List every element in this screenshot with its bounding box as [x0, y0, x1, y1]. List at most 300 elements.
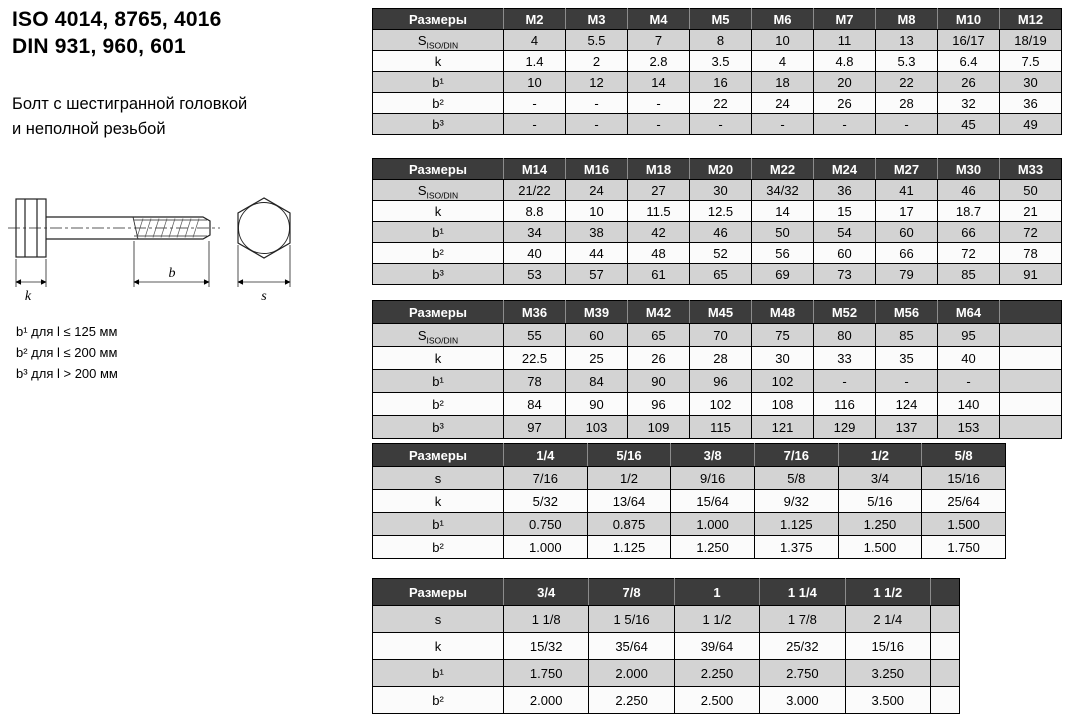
description-line-1: Болт с шестигранной головкой: [12, 95, 248, 113]
value-cell: 84: [504, 393, 566, 416]
value-cell: 1.125: [754, 513, 838, 536]
value-cell: -: [938, 370, 1000, 393]
s-dimension-label: s: [261, 289, 267, 304]
table-row: [373, 347, 1062, 370]
row-label-text: k: [434, 203, 442, 219]
value-cell: 50: [752, 222, 814, 243]
table-row: [373, 30, 1062, 51]
value-cell: 9/32: [754, 490, 838, 513]
value-cell: 3.250: [845, 660, 930, 687]
value-cell: 13/64: [587, 490, 671, 513]
value-cell: 24: [566, 180, 628, 201]
table-row: [373, 180, 1062, 201]
value-cell: 5/8: [754, 467, 838, 490]
row-label: [373, 347, 504, 370]
row-label: [373, 660, 504, 687]
value-cell: 0.875: [587, 513, 671, 536]
value-cell: 102: [752, 370, 814, 393]
column-header: M45: [690, 301, 752, 324]
value-cell: 15: [814, 201, 876, 222]
value-cell: 96: [690, 370, 752, 393]
value-cell: 36: [814, 180, 876, 201]
value-cell: 2.000: [589, 660, 674, 687]
column-header: M12: [1000, 9, 1062, 30]
column-header: M7: [814, 9, 876, 30]
value-cell: 42: [628, 222, 690, 243]
din-standards-line: DIN 931, 960, 601: [12, 35, 186, 58]
header-row: [373, 444, 1006, 467]
value-cell: 22: [876, 72, 938, 93]
column-header: M33: [1000, 159, 1062, 180]
value-cell: 85: [938, 264, 1000, 285]
value-cell: 5/16: [838, 490, 922, 513]
value-cell: 1 7/8: [760, 606, 845, 633]
value-cell: 26: [628, 347, 690, 370]
value-cell: 9/16: [671, 467, 755, 490]
table-row: [373, 513, 1006, 536]
table-corner-header: Размеры: [373, 579, 504, 606]
value-cell: 15/32: [504, 633, 589, 660]
column-header: M64: [938, 301, 1000, 324]
row-label: [373, 490, 504, 513]
value-cell: 8.8: [504, 201, 566, 222]
value-cell: 21: [1000, 201, 1062, 222]
value-cell: 16: [690, 72, 752, 93]
value-cell: 46: [690, 222, 752, 243]
value-cell: 28: [876, 93, 938, 114]
value-cell: 54: [814, 222, 876, 243]
value-cell: 84: [566, 370, 628, 393]
row-label-subscript: ISO/DIN: [426, 40, 459, 51]
value-cell: 60: [876, 222, 938, 243]
row-label: [373, 633, 504, 660]
row-label-text: k: [434, 53, 442, 69]
row-label-text: b¹: [432, 665, 444, 681]
column-header: 1: [674, 579, 759, 606]
standards-title: [12, 6, 222, 60]
note-b1: b¹ для l ≤ 125 мм: [16, 324, 118, 339]
column-header: 1/2: [838, 444, 922, 467]
table-row: [373, 490, 1006, 513]
value-cell: 25/64: [922, 490, 1006, 513]
value-cell: 26: [814, 93, 876, 114]
table-row: [373, 93, 1062, 114]
row-label: [373, 114, 504, 135]
row-label-text: b²: [432, 245, 444, 261]
row-label: [373, 243, 504, 264]
value-cell: 78: [504, 370, 566, 393]
value-cell: 69: [752, 264, 814, 285]
value-cell: 2.250: [674, 660, 759, 687]
value-cell: 40: [504, 243, 566, 264]
value-cell: 1.500: [922, 513, 1006, 536]
table-metric-m2-m12: [372, 8, 1062, 135]
value-cell: 39/64: [674, 633, 759, 660]
empty-cell: [1000, 347, 1062, 370]
product-description: [12, 92, 247, 142]
row-label-text: b²: [432, 95, 444, 111]
column-header: 3/4: [504, 579, 589, 606]
value-cell: 0.750: [504, 513, 588, 536]
value-cell: 72: [1000, 222, 1062, 243]
row-label-text: b²: [432, 692, 444, 708]
value-cell: -: [752, 114, 814, 135]
column-header: M56: [876, 301, 938, 324]
s-dimension: [238, 245, 290, 287]
empty-cell: [1000, 416, 1062, 439]
value-cell: 32: [938, 93, 1000, 114]
row-label: [373, 393, 504, 416]
value-cell: 14: [628, 72, 690, 93]
value-cell: 25: [566, 347, 628, 370]
row-label: [373, 606, 504, 633]
table-row: [373, 72, 1062, 93]
value-cell: 2.500: [674, 687, 759, 714]
value-cell: 46: [938, 180, 1000, 201]
value-cell: -: [566, 114, 628, 135]
value-cell: 121: [752, 416, 814, 439]
row-label: [373, 180, 504, 201]
row-label: [373, 72, 504, 93]
k-dimension-label: k: [24, 289, 32, 304]
value-cell: 2: [566, 51, 628, 72]
value-cell: 10: [504, 72, 566, 93]
empty-cell: [931, 687, 960, 714]
column-header: M6: [752, 9, 814, 30]
table-row: [373, 51, 1062, 72]
value-cell: 1.4: [504, 51, 566, 72]
table-corner-header: Размеры: [373, 9, 504, 30]
value-cell: 22: [690, 93, 752, 114]
value-cell: 52: [690, 243, 752, 264]
value-cell: 50: [1000, 180, 1062, 201]
value-cell: -: [628, 114, 690, 135]
column-header: M24: [814, 159, 876, 180]
value-cell: 153: [938, 416, 1000, 439]
value-cell: 1.750: [922, 536, 1006, 559]
table-row: [373, 467, 1006, 490]
column-header: 1 1/4: [760, 579, 845, 606]
value-cell: 60: [566, 324, 628, 347]
row-label-text: s: [434, 470, 442, 486]
value-cell: 73: [814, 264, 876, 285]
table-row: [373, 222, 1062, 243]
value-cell: 2.000: [504, 687, 589, 714]
value-cell: 140: [938, 393, 1000, 416]
value-cell: 7/16: [504, 467, 588, 490]
value-cell: -: [504, 93, 566, 114]
value-cell: 16/17: [938, 30, 1000, 51]
value-cell: 35: [876, 347, 938, 370]
value-cell: 36: [1000, 93, 1062, 114]
row-label: [373, 467, 504, 490]
row-label-text: k: [434, 350, 442, 366]
row-label-subscript: ISO/DIN: [426, 335, 459, 346]
header-row: [373, 579, 960, 606]
row-label: [373, 264, 504, 285]
row-label-text: b²: [432, 539, 444, 555]
table-row: [373, 633, 960, 660]
value-cell: 26: [938, 72, 1000, 93]
table-row: [373, 687, 960, 714]
value-cell: 11.5: [628, 201, 690, 222]
value-cell: 79: [876, 264, 938, 285]
empty-cell: [931, 660, 960, 687]
column-header: M18: [628, 159, 690, 180]
table-inch-1-4-to-5-8: [372, 443, 1006, 559]
value-cell: 1 1/8: [504, 606, 589, 633]
value-cell: 34/32: [752, 180, 814, 201]
row-label-text: b³: [432, 266, 444, 282]
value-cell: 90: [628, 370, 690, 393]
empty-header-cell: [1000, 301, 1062, 324]
value-cell: -: [814, 370, 876, 393]
empty-cell: [1000, 393, 1062, 416]
row-label-subscript: ISO/DIN: [426, 190, 459, 201]
column-header: 1/4: [504, 444, 588, 467]
value-cell: 5.3: [876, 51, 938, 72]
row-label: [373, 536, 504, 559]
table-corner-header: Размеры: [373, 159, 504, 180]
value-cell: 45: [938, 114, 1000, 135]
row-label-text: b¹: [432, 373, 444, 389]
value-cell: 7.5: [1000, 51, 1062, 72]
value-cell: 66: [876, 243, 938, 264]
value-cell: 15/16: [922, 467, 1006, 490]
value-cell: 97: [504, 416, 566, 439]
row-label: [373, 370, 504, 393]
value-cell: 57: [566, 264, 628, 285]
table-corner-header: Размеры: [373, 301, 504, 324]
value-cell: 116: [814, 393, 876, 416]
value-cell: 2.250: [589, 687, 674, 714]
value-cell: 3.500: [845, 687, 930, 714]
table-inch-3-4-to-1-1-2: [372, 578, 960, 714]
value-cell: 91: [1000, 264, 1062, 285]
value-cell: 18.7: [938, 201, 1000, 222]
header-row: [373, 301, 1062, 324]
thread-length-notes: [16, 321, 118, 384]
value-cell: 1/2: [587, 467, 671, 490]
value-cell: 61: [628, 264, 690, 285]
value-cell: 85: [876, 324, 938, 347]
value-cell: 1.250: [838, 513, 922, 536]
column-header: M39: [566, 301, 628, 324]
column-header: 5/16: [587, 444, 671, 467]
value-cell: 80: [814, 324, 876, 347]
value-cell: 3.000: [760, 687, 845, 714]
row-label-text: k: [434, 493, 442, 509]
value-cell: 10: [752, 30, 814, 51]
column-header: M4: [628, 9, 690, 30]
table-row: [373, 324, 1062, 347]
value-cell: 108: [752, 393, 814, 416]
empty-header-cell: [931, 579, 960, 606]
row-label-text: b²: [432, 396, 444, 412]
value-cell: 17: [876, 201, 938, 222]
table-row: [373, 393, 1062, 416]
value-cell: 27: [628, 180, 690, 201]
value-cell: 60: [814, 243, 876, 264]
column-header: M30: [938, 159, 1000, 180]
column-header: M8: [876, 9, 938, 30]
value-cell: -: [876, 114, 938, 135]
value-cell: 56: [752, 243, 814, 264]
row-label-text: b¹: [432, 516, 444, 532]
value-cell: 49: [1000, 114, 1062, 135]
column-header: M14: [504, 159, 566, 180]
b-dimension-label: b: [168, 266, 176, 281]
empty-cell: [931, 633, 960, 660]
column-header: 1 1/2: [845, 579, 930, 606]
table-row: [373, 606, 960, 633]
value-cell: 1 5/16: [589, 606, 674, 633]
row-label-text: b³: [432, 116, 444, 132]
value-cell: 3.5: [690, 51, 752, 72]
value-cell: 25/32: [760, 633, 845, 660]
value-cell: 65: [628, 324, 690, 347]
value-cell: 7: [628, 30, 690, 51]
value-cell: -: [690, 114, 752, 135]
value-cell: 18: [752, 72, 814, 93]
value-cell: 2.8: [628, 51, 690, 72]
value-cell: 28: [690, 347, 752, 370]
table-metric-m36-m64: [372, 300, 1062, 439]
value-cell: 10: [566, 201, 628, 222]
value-cell: 30: [1000, 72, 1062, 93]
value-cell: 35/64: [589, 633, 674, 660]
table-row: [373, 201, 1062, 222]
value-cell: 1.250: [671, 536, 755, 559]
value-cell: 15/16: [845, 633, 930, 660]
value-cell: 22.5: [504, 347, 566, 370]
value-cell: 33: [814, 347, 876, 370]
row-label: [373, 513, 504, 536]
column-header: 5/8: [922, 444, 1006, 467]
value-cell: 109: [628, 416, 690, 439]
value-cell: 24: [752, 93, 814, 114]
k-dimension: [16, 259, 46, 287]
row-label: [373, 324, 504, 347]
value-cell: 103: [566, 416, 628, 439]
column-header: M16: [566, 159, 628, 180]
row-label: [373, 222, 504, 243]
value-cell: 2 1/4: [845, 606, 930, 633]
column-header: 7/8: [589, 579, 674, 606]
value-cell: 4: [752, 51, 814, 72]
column-header: M36: [504, 301, 566, 324]
table-metric-m14-m33: [372, 158, 1062, 285]
value-cell: 65: [690, 264, 752, 285]
column-header: M52: [814, 301, 876, 324]
value-cell: 78: [1000, 243, 1062, 264]
value-cell: 18/19: [1000, 30, 1062, 51]
value-cell: 1.750: [504, 660, 589, 687]
table-row: [373, 114, 1062, 135]
note-b3: b³ для l > 200 мм: [16, 366, 118, 381]
empty-cell: [1000, 324, 1062, 347]
table-row: [373, 264, 1062, 285]
row-label: [373, 201, 504, 222]
value-cell: 4.8: [814, 51, 876, 72]
value-cell: 3/4: [838, 467, 922, 490]
row-label-text: b¹: [432, 74, 444, 90]
value-cell: 1 1/2: [674, 606, 759, 633]
hex-end-view: [238, 198, 290, 258]
table-row: [373, 243, 1062, 264]
empty-cell: [931, 606, 960, 633]
value-cell: 4: [504, 30, 566, 51]
empty-cell: [1000, 370, 1062, 393]
value-cell: 1.125: [587, 536, 671, 559]
column-header: M48: [752, 301, 814, 324]
value-cell: 102: [690, 393, 752, 416]
value-cell: 53: [504, 264, 566, 285]
value-cell: -: [876, 370, 938, 393]
description-line-2: и неполной резьбой: [12, 120, 166, 138]
value-cell: 15/64: [671, 490, 755, 513]
table-row: [373, 370, 1062, 393]
table-row: [373, 660, 960, 687]
iso-standards-line: ISO 4014, 8765, 4016: [12, 8, 222, 31]
table-row: [373, 536, 1006, 559]
row-label-text: S: [417, 327, 427, 343]
value-cell: 137: [876, 416, 938, 439]
value-cell: 66: [938, 222, 1000, 243]
value-cell: 129: [814, 416, 876, 439]
value-cell: 40: [938, 347, 1000, 370]
value-cell: 14: [752, 201, 814, 222]
row-label: [373, 51, 504, 72]
value-cell: 75: [752, 324, 814, 347]
value-cell: 30: [752, 347, 814, 370]
value-cell: 1.375: [754, 536, 838, 559]
row-label: [373, 93, 504, 114]
column-header: M20: [690, 159, 752, 180]
column-header: M2: [504, 9, 566, 30]
value-cell: 30: [690, 180, 752, 201]
value-cell: -: [814, 114, 876, 135]
header-row: [373, 9, 1062, 30]
value-cell: 34: [504, 222, 566, 243]
column-header: 7/16: [754, 444, 838, 467]
thread-hatching: [137, 219, 199, 238]
row-label-text: b³: [432, 419, 444, 435]
value-cell: 1.500: [838, 536, 922, 559]
value-cell: 96: [628, 393, 690, 416]
value-cell: 1.000: [671, 513, 755, 536]
row-label: [373, 30, 504, 51]
row-label: [373, 687, 504, 714]
value-cell: 21/22: [504, 180, 566, 201]
column-header: M22: [752, 159, 814, 180]
header-row: [373, 159, 1062, 180]
value-cell: 90: [566, 393, 628, 416]
value-cell: 5/32: [504, 490, 588, 513]
table-row: [373, 416, 1062, 439]
value-cell: 44: [566, 243, 628, 264]
value-cell: 41: [876, 180, 938, 201]
value-cell: 11: [814, 30, 876, 51]
row-label: [373, 416, 504, 439]
value-cell: 6.4: [938, 51, 1000, 72]
value-cell: 124: [876, 393, 938, 416]
value-cell: 12.5: [690, 201, 752, 222]
value-cell: 2.750: [760, 660, 845, 687]
column-header: M3: [566, 9, 628, 30]
column-header: M27: [876, 159, 938, 180]
row-label-text: k: [434, 638, 442, 654]
